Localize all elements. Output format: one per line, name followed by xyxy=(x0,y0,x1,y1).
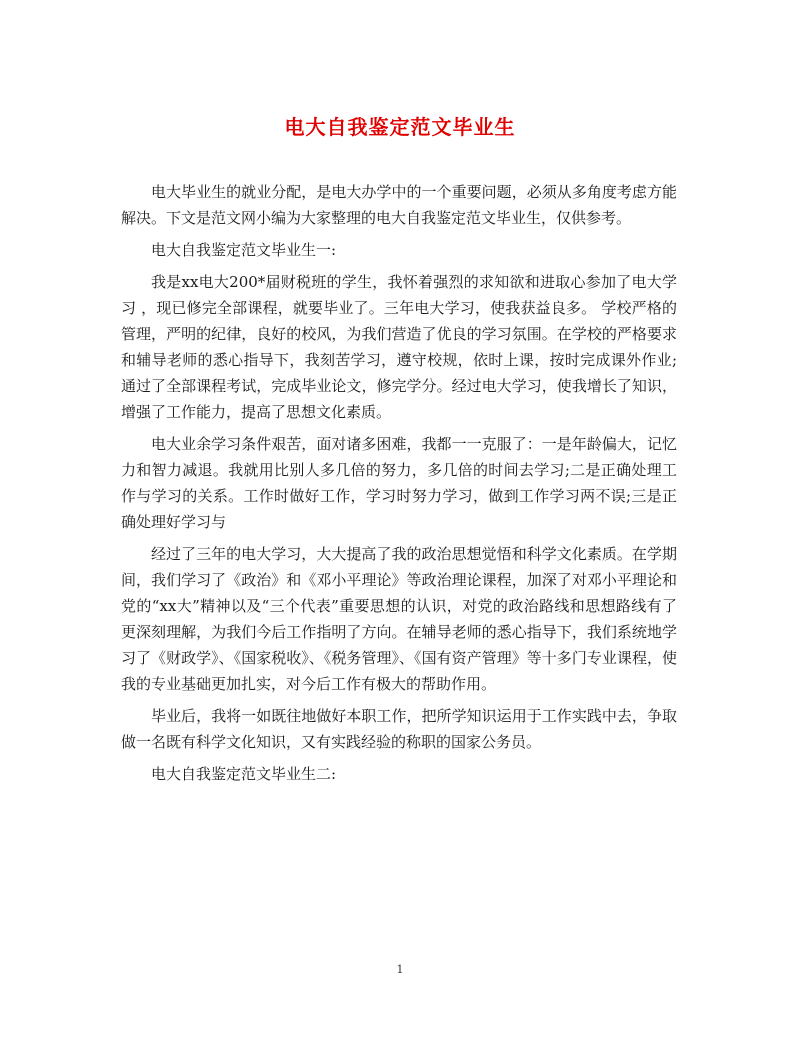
section-heading-one: 电大自我鉴定范文毕业生一: xyxy=(151,241,337,259)
document-body xyxy=(121,179,677,793)
section-heading-two: 电大自我鉴定范文毕业生二: xyxy=(151,765,337,783)
document-title: 电大自我鉴定范文毕业生 xyxy=(284,115,516,139)
paragraph-future: 毕业后，我将一如既往地做好本职工作，把所学知识运用于工作实践中去，争取做一名既有科学文化知识，又有实践经验的称职的国家公务员。 xyxy=(121,707,677,751)
paragraph-intro: 电大毕业生的就业分配，是电大办学中的一个重要问题，必须从多角度考虑方能解决。下文是范文网小编为大家整理的电大自我鉴定范文毕业生，仅供参考。 xyxy=(121,183,677,227)
paragraph-achievements: 经过了三年的电大学习，大大提高了我的政治思想觉悟和科学文化素质。在学期间，我们学习了《政治》和《邓小平理论》等政治理论课程，加深了对邓小平理论和党的“xx大”精神以及“三个代表”重要思想的认识，对党的政治路线和思想路线有了更深刻理解，为我们今后工作指明了方向。在辅导老师的悉心指导下，我们系统地学习了《财政学》、《国家税收》、《税务管理》、《国有资产管理》等十多门专业课程，使我的专业基础更加扎实，对今后工作有极大的帮助作用。 xyxy=(121,545,677,693)
paragraph-study: 我是xx电大200*届财税班的学生，我怀着强烈的求知欲和进取心参加了电大学习 ，现已修完全部课程，就要毕业了。三年电大学习，使我获益良多。 学校严格的管理，严明的纪律，良好的校风，为我们营造了优良的学习氛围。在学校的严格要求和辅导老师的悉心指导下，我刻苦学习，遵守校规，依时上课，按时完成课外作业;通过了全部课程考试，完成毕业论文，修完学分。经过电大学习，使我增长了知识，增强了工作能力，提高了思想文化素质。 xyxy=(121,273,677,421)
page-number: 1 xyxy=(396,963,404,976)
paragraph-difficulties: 电大业余学习条件艰苦，面对诸多困难，我都一一克服了：一是年龄偏大，记忆力和智力减退。我就用比别人多几倍的努力，多几倍的时间去学习;二是正确处理工作与学习的关系。工作时做好工作，学习时努力学习，做到工作学习两不误;三是正确处理好学习与 xyxy=(121,435,677,531)
